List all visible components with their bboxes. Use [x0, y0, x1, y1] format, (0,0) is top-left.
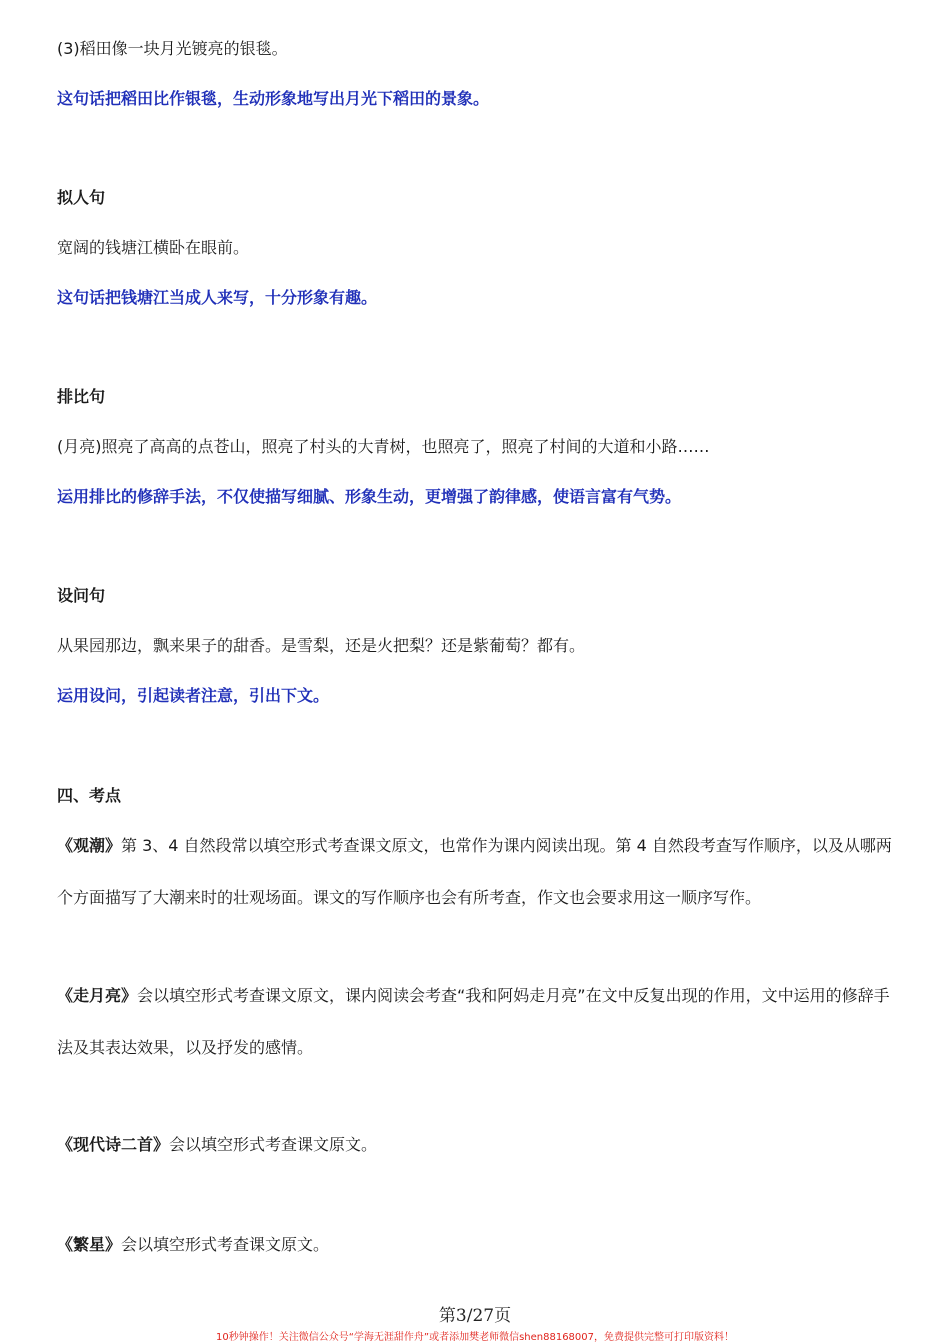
- parallelism-heading: 排比句: [57, 387, 106, 406]
- exam-points-heading: 四、考点: [57, 786, 122, 805]
- simile-example: (3)稻田像一块月光镀亮的银毯。: [57, 39, 288, 58]
- personification-example: 宽阔的钱塘江横卧在眼前。: [57, 238, 250, 257]
- book-title: 《繁星》: [57, 1235, 122, 1254]
- footer-promo-note: 10秒钟操作！关注微信公众号“学海无涯甜作舟”或者添加樊老师微信shen88168007，免费提供完整可打印版资料！: [215, 1332, 735, 1343]
- exam-point-text: 第 3、4 自然段常以填空形式考查课文原文，也常作为课内阅读出现。第 4 自然段考查写作顺序，以及从哪两个方面描写了大潮来时的壮观场面。课文的写作顺序也会有所考查，作文也会要求用这一顺序写作。: [57, 836, 892, 907]
- personification-analysis: 这句话把钱塘江当成人来写，十分形象有趣。: [57, 288, 378, 307]
- personification-heading: 拟人句: [57, 188, 106, 207]
- exam-point-zouyueliang: [57, 970, 897, 1074]
- parallelism-analysis: 运用排比的修辞手法，不仅使描写细腻、形象生动，更增强了韵律感，使语言富有气势。: [57, 487, 682, 506]
- simile-analysis: 这句话把稻田比作银毯，生动形象地写出月光下稻田的景象。: [57, 89, 490, 108]
- rhetorical-question-analysis: 运用设问，引起读者注意，引出下文。: [57, 686, 330, 705]
- page-number: 第3/27页: [438, 1306, 512, 1326]
- exam-point-text: 会以填空形式考查课文原文。: [121, 1235, 330, 1254]
- rhetorical-question-example: 从果园那边，飘来果子的甜香。是雪梨，还是火把梨？还是紫葡萄？都有。: [57, 636, 586, 655]
- exam-point-text: 会以填空形式考查课文原文，课内阅读会考查“我和阿妈走月亮”在文中反复出现的作用，文中运用的修辞手法及其表达效果，以及抒发的感情。: [57, 986, 890, 1057]
- book-title: 《走月亮》: [57, 986, 138, 1005]
- parallelism-example: (月亮)照亮了高高的点苍山，照亮了村头的大青树，也照亮了，照亮了村间的大道和小路……: [57, 437, 710, 456]
- exam-point-fanxing: [57, 1219, 897, 1271]
- exam-point-guanchao: [57, 820, 897, 924]
- book-title: 《现代诗二首》: [57, 1135, 170, 1154]
- exam-point-text: 会以填空形式考查课文原文。: [169, 1135, 378, 1154]
- exam-point-modern-poems: [57, 1119, 897, 1171]
- book-title: 《观潮》: [57, 836, 122, 855]
- rhetorical-question-heading: 设问句: [57, 586, 106, 605]
